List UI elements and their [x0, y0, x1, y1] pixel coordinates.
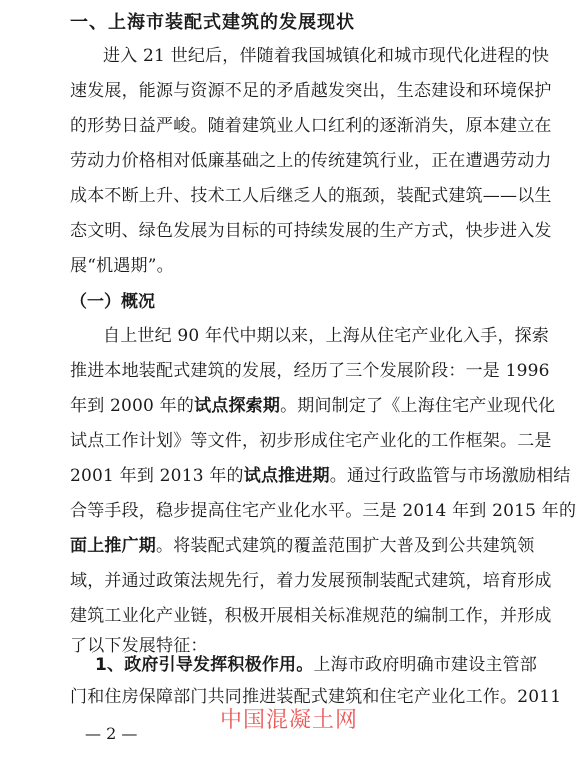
- intro-line-6: 态文明、绿色发展为目标的可持续发展的生产方式，快步进入发: [70, 221, 552, 241]
- intro-line-2: 速发展，能源与资源不足的矛盾越发突出，生态建设和环境保护: [70, 81, 552, 101]
- overview-line-7: 面上推广期。将装配式建筑的覆盖范围扩大普及到公共建筑领: [70, 536, 535, 556]
- stage-3-label: 面上推广期: [70, 536, 156, 556]
- overview-line-1: 自上世纪 90 年代中期以来，上海从住宅产业化入手，探索: [103, 326, 550, 346]
- point-1-line-1: 1、政府引导发挥积极作用。上海市政府明确市建设主管部: [95, 655, 538, 675]
- overview-line-4: 试点工作计划》等文件，初步形成住宅产业化的工作框架。二是: [70, 431, 552, 451]
- intro-line-3: 的形势日益严峻。随着建筑业人口红利的逐渐消失，原本建立在: [70, 116, 552, 136]
- stage-2-label: 试点推进期: [243, 466, 330, 486]
- point-1-heading: 1、政府引导发挥积极作用。: [95, 655, 314, 675]
- overview-line-8: 域，并通过政策法规先行，着力发展预制装配式建筑，培育形成: [70, 571, 552, 591]
- overview-line-10: 了以下发展特征：: [70, 636, 208, 656]
- overview-line-2: 推进本地装配式建筑的发展，经历了三个发展阶段：一是 1996: [70, 361, 550, 381]
- section-heading: 一、上海市装配式建筑的发展现状: [70, 12, 355, 33]
- overview-line-6: 合等手段，稳步提高住宅产业化水平。三是 2014 年到 2015 年的: [70, 501, 577, 521]
- intro-line-7: 展“机遇期”。: [70, 256, 174, 276]
- overview-line-5: 2001 年到 2013 年的试点推进期。通过行政监管与市场激励相结: [70, 466, 571, 486]
- overview-line-9: 建筑工业化产业链，积极开展相关标准规范的编制工作，并形成: [70, 606, 552, 626]
- intro-line-4: 劳动力价格相对低廉基础之上的传统建筑行业，正在遭遇劳动力: [70, 151, 552, 171]
- subsection-heading: （一）概况: [70, 292, 155, 312]
- overview-line-3: 年到 2000 年的试点探索期。期间制定了《上海住宅产业现代化: [70, 396, 556, 416]
- intro-line-5: 成本不断上升、技术工人后继乏人的瓶颈，装配式建筑——以生: [70, 186, 552, 206]
- point-1-line-2: 门和住房保障部门共同推进装配式建筑和住宅产业化工作。2011: [70, 687, 562, 707]
- stage-1-label: 试点探索期: [194, 396, 281, 416]
- intro-line-1: 进入 21 世纪后，伴随着我国城镇化和城市现代化进程的快: [103, 46, 550, 66]
- page-number: — 2 —: [85, 724, 138, 743]
- watermark: 中国混凝土网: [220, 708, 359, 733]
